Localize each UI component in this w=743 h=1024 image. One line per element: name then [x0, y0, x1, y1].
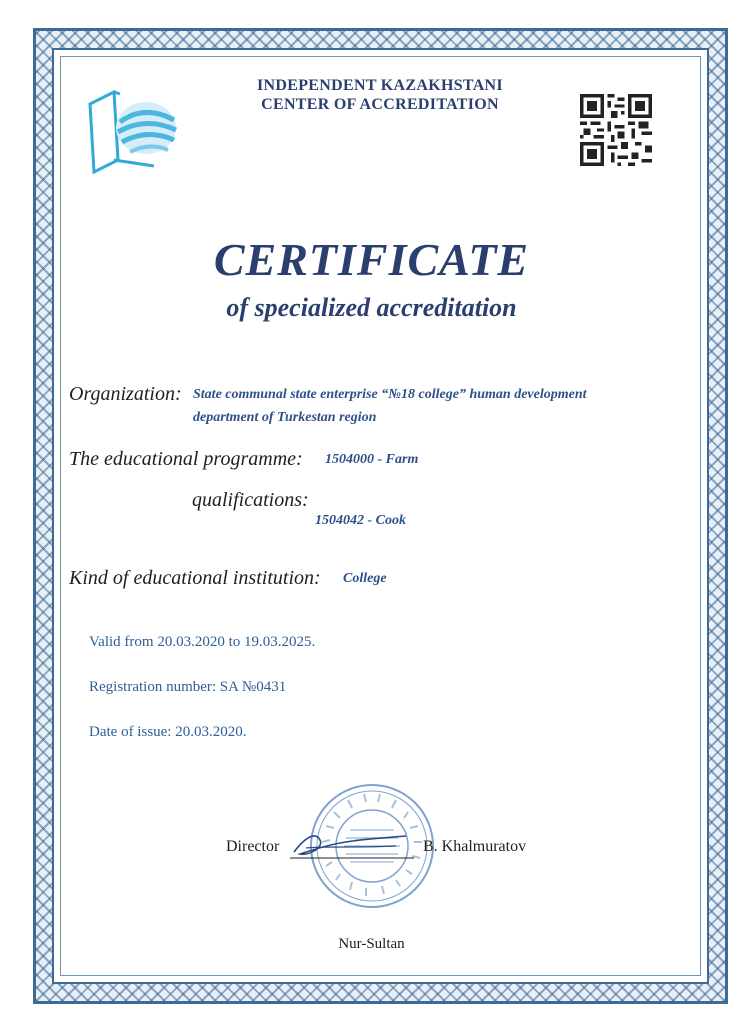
organization-value-line-1: State communal state enterprise “№18 college” human development — [193, 387, 587, 402]
validity-period: Valid from 20.03.2020 to 19.03.2025. — [89, 634, 316, 650]
issuer-line-1: INDEPENDENT KAZAKHSTANI — [257, 77, 503, 94]
issue-city: Nur-Sultan — [338, 936, 405, 952]
qualifications-value: 1504042 - Cook — [315, 513, 406, 528]
issuer-line-2: CENTER OF ACCREDITATION — [261, 96, 499, 113]
institution-kind-value: College — [343, 571, 387, 586]
certificate-subtitle: of specialized accreditation — [226, 293, 517, 322]
programme-value: 1504000 - Farm — [325, 452, 419, 467]
qualifications-label: qualifications: — [192, 489, 309, 511]
director-name: B. Khalmuratov — [423, 838, 527, 855]
registration-number: Registration number: SA №0431 — [89, 679, 287, 695]
issuer-name — [200, 76, 560, 114]
organization-value-line-2: department of Turkestan region — [193, 410, 377, 425]
issue-date: Date of issue: 20.03.2020. — [89, 724, 247, 740]
qr-code-icon[interactable] — [580, 94, 652, 166]
organization-label: Organization: — [69, 383, 182, 405]
director-signature-icon — [286, 826, 416, 866]
certificate-title: CERTIFICATE — [213, 234, 530, 285]
programme-label: The educational programme: — [69, 448, 303, 470]
director-title: Director — [226, 838, 280, 855]
institution-kind-label: Kind of educational institution: — [69, 567, 321, 589]
accreditation-logo-icon — [84, 82, 180, 178]
